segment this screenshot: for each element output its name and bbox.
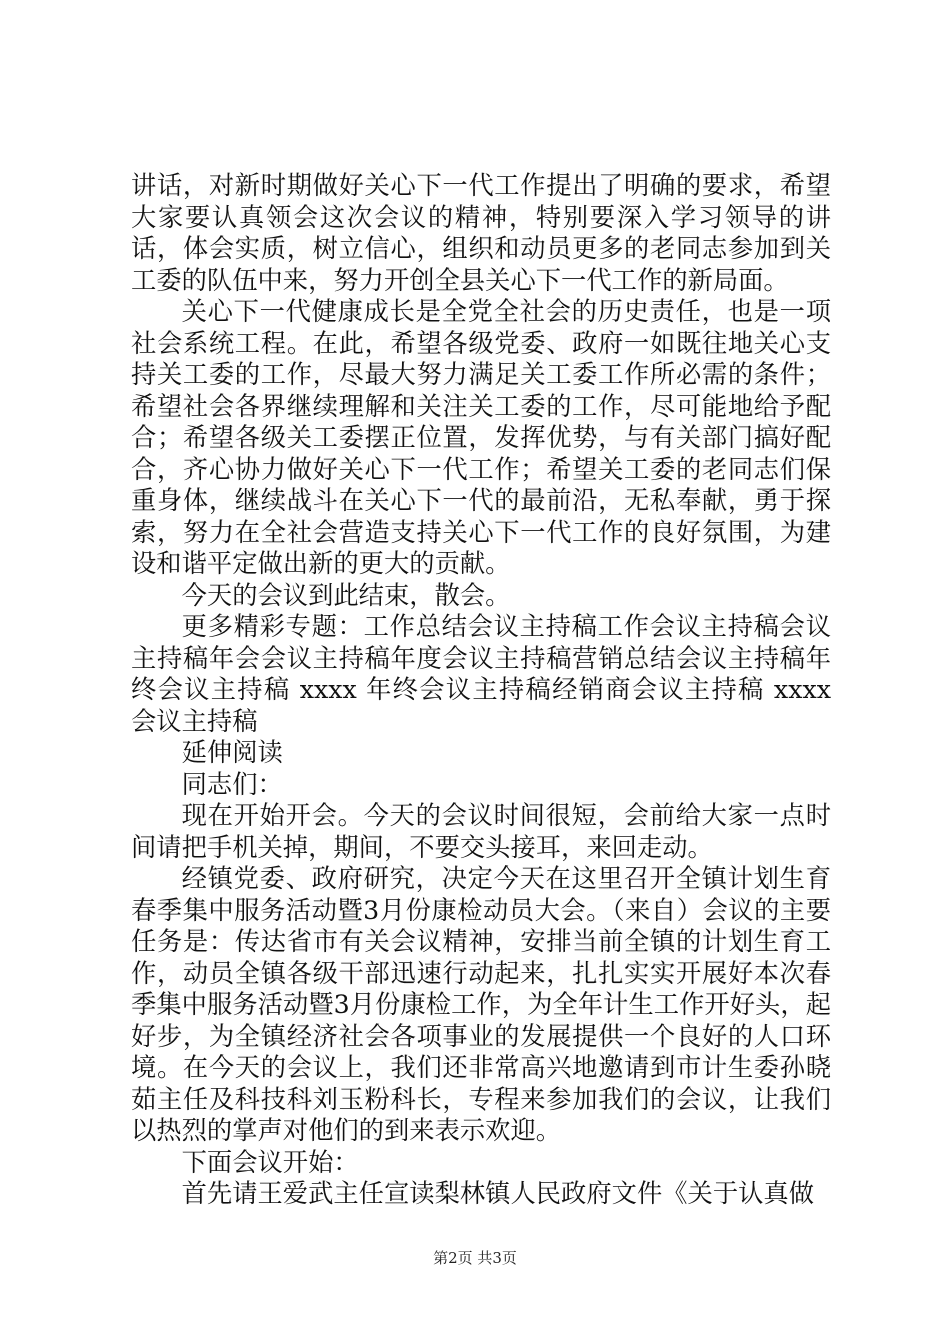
paragraph-8: 经镇党委、政府研究，决定今天在这里召开全镇计划生育春季集中服务活动暨3月份康检动员大会。（来自）会议的主要任务是：传达省市有关会议精神，安排当前全镇的计划生育工作，动员全镇各级干部迅速行动起来，扎扎实实开展好本次春季集中服务活动暨3月份康检工作，为全年计生工作开好头，起好步，为全镇经济社会各项事业的发展提供一个良好的人口环境。在今天的会议上，我们还非常高兴地邀请到市计生委孙晓茹主任及科技科刘玉粉科长，专程来参加我们的会议，让我们以热烈的掌声对他们的到来表示欢迎。 (131, 864, 831, 1145)
paragraph-4: 更多精彩专题：工作总结会议主持稿工作会议主持稿会议主持稿年会会议主持稿年度会议主持稿营销总结会议主持稿年终会议主持稿 xxxx 年终会议主持稿经销商会议主持稿 xxxx 会议主持稿 (131, 612, 831, 736)
paragraph-7: 现在开始开会。今天的会议时间很短，会前给大家一点时间请把手机关掉，期间，不要交头接耳，来回走动。 (131, 801, 831, 862)
document-body (131, 170, 831, 1210)
page-number-footer: 第2页 共3页 (433, 1249, 517, 1267)
paragraph-9: 下面会议开始： (181, 1147, 359, 1177)
paragraph-3: 今天的会议到此结束，散会。 (181, 580, 511, 610)
paragraph-6: 同志们： (181, 769, 283, 799)
paragraph-5: 延伸阅读 (181, 738, 283, 767)
paragraph-1: 讲话，对新时期做好关心下一代工作提出了明确的要求，希望大家要认真领会这次会议的精神，特别要深入学习领导的讲话，体会实质，树立信心，组织和动员更多的老同志参加到关工委的队伍中来，努力开创全县关心下一代工作的新局面。 (131, 171, 831, 295)
paragraph-10: 首先请王爱武主任宣读梨林镇人民政府文件《关于认真做 (181, 1179, 815, 1208)
paragraph-2: 关心下一代健康成长是全党全社会的历史责任，也是一项社会系统工程。在此，希望各级党委、政府一如既往地关心支持关工委的工作，尽最大努力满足关工委工作所必需的条件；希望社会各界继续理解和关注关工委的工作，尽可能地给予配合；希望各级关工委摆正位置，发挥优势，与有关部门搞好配合，齐心协力做好关心下一代工作；希望关工委的老同志们保重身体，继续战斗在关心下一代的最前沿，无私奉献，勇于探索，努力在全社会营造支持关心下一代工作的良好氛围，为建设和谐平定做出新的更大的贡献。 (131, 297, 831, 578)
